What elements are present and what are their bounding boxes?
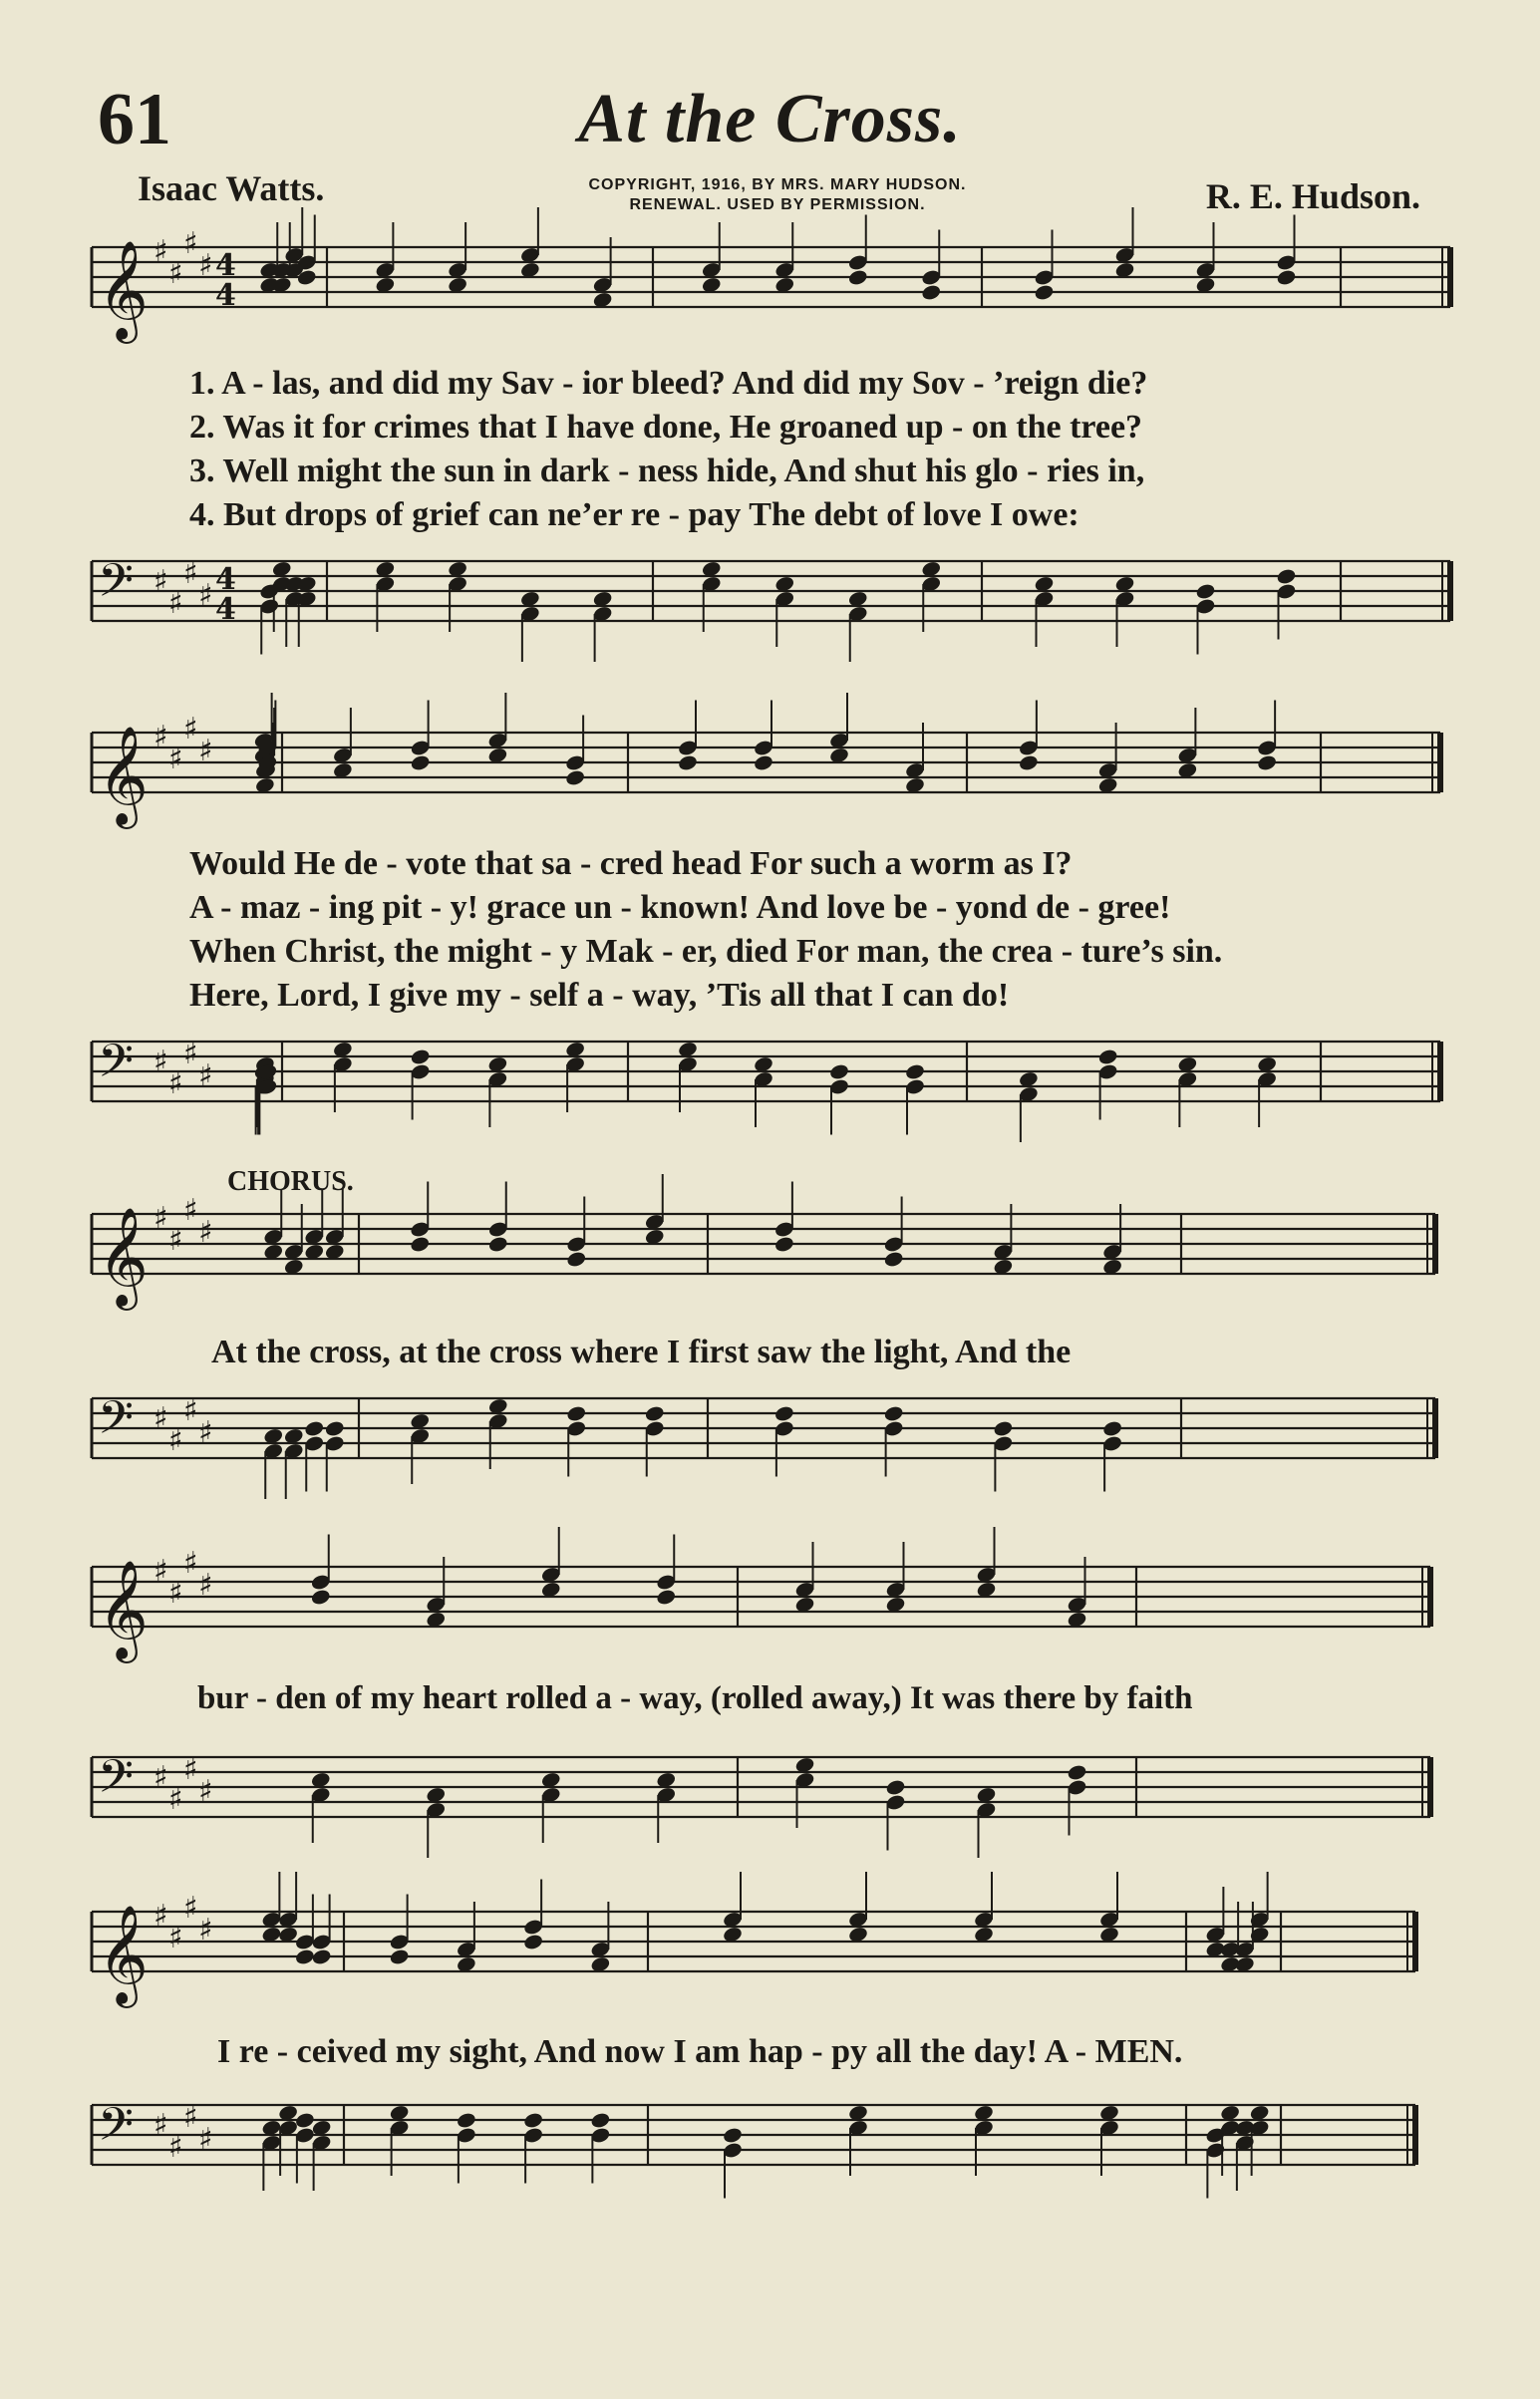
chorus-line-3: I re - ceived my sight, And now I am hap - py all the day! A - MEN.	[217, 2033, 1183, 2070]
svg-text:♯: ♯	[198, 734, 213, 768]
copyright-line-2: RENEWAL. USED BY PERMISSION.	[629, 196, 926, 213]
svg-text:♯: ♯	[168, 2130, 183, 2165]
svg-text:𝄢: 𝄢	[98, 1035, 135, 1099]
svg-text:♯: ♯	[183, 226, 198, 261]
svg-text:♯: ♯	[198, 1774, 213, 1809]
svg-text:♯: ♯	[154, 1554, 168, 1589]
svg-text:♯: ♯	[168, 742, 183, 776]
svg-text:𝄢: 𝄢	[98, 554, 135, 619]
chorus-line-1: At the cross, at the cross where I first saw the light, And the	[211, 1334, 1072, 1370]
svg-text:♯: ♯	[198, 1913, 213, 1948]
svg-text:♯: ♯	[154, 1401, 168, 1436]
verse-1-line-2: Would He de - vote that sa - cred head For such a worm as I?	[189, 845, 1073, 882]
verse-3-line-2: When Christ, the might - y Mak - er, died For man, the crea - ture’s sin.	[189, 933, 1223, 970]
composer-credit: R. E. Hudson.	[1205, 176, 1420, 216]
verse-4-line-2: Here, Lord, I give my - self a - way, ’Tis all that I can do!	[189, 977, 1010, 1014]
svg-text:♯: ♯	[198, 1568, 213, 1603]
verse-2-line-1: 2. Was it for crimes that I have done, He groaned up - on the tree?	[189, 409, 1143, 446]
svg-text:♯: ♯	[168, 1223, 183, 1258]
svg-text:4: 4	[215, 562, 236, 597]
svg-text:♯: ♯	[183, 1193, 198, 1228]
verse-3-line-1: 3. Well might the sun in dark - ness hide, And shut his glo - ries in,	[189, 452, 1145, 489]
svg-text:♯: ♯	[168, 586, 183, 621]
svg-text:♯: ♯	[168, 1576, 183, 1611]
svg-text:♯: ♯	[198, 578, 213, 613]
hymn-title: At the Cross.	[578, 81, 962, 157]
svg-text:♯: ♯	[154, 2108, 168, 2143]
svg-text:♯: ♯	[154, 1045, 168, 1079]
hymn-number: 61	[98, 79, 171, 160]
chorus-line-2: bur - den of my heart rolled a - way, (rolled away,) It was there by faith	[197, 1680, 1193, 1716]
svg-text:♯: ♯	[154, 1201, 168, 1236]
svg-text:♯: ♯	[198, 248, 213, 283]
svg-text:♯: ♯	[198, 1215, 213, 1250]
svg-text:4: 4	[215, 278, 236, 313]
svg-text:𝄞: 𝄞	[98, 1560, 149, 1659]
author-credit: Isaac Watts.	[138, 168, 325, 208]
chorus-label: CHORUS.	[227, 1166, 354, 1197]
svg-text:♯: ♯	[168, 256, 183, 291]
verse-2-line-2: A - maz - ing pit - y! grace un - known! And love be - yond de - gree!	[189, 889, 1171, 926]
svg-text:♯: ♯	[154, 720, 168, 754]
svg-text:♯: ♯	[154, 1899, 168, 1934]
svg-text:𝄢: 𝄢	[98, 1750, 135, 1815]
svg-text:♯: ♯	[168, 1921, 183, 1955]
svg-text:𝄢: 𝄢	[98, 2098, 135, 2163]
svg-text:♯: ♯	[168, 1782, 183, 1817]
svg-text:♯: ♯	[183, 1546, 198, 1581]
svg-text:♯: ♯	[154, 234, 168, 269]
svg-text:♯: ♯	[183, 556, 198, 591]
svg-text:♯: ♯	[154, 564, 168, 599]
svg-text:𝄞: 𝄞	[98, 1905, 149, 2004]
svg-text:𝄞: 𝄞	[98, 240, 149, 340]
svg-text:♯: ♯	[198, 1415, 213, 1450]
copyright-line-1: COPYRIGHT, 1916, BY MRS. MARY HUDSON.	[588, 176, 967, 193]
svg-text:♯: ♯	[168, 1423, 183, 1458]
svg-text:♯: ♯	[168, 1066, 183, 1101]
svg-text:♯: ♯	[183, 1393, 198, 1428]
svg-text:♯: ♯	[198, 1058, 213, 1093]
verse-1-line-1: 1. A - las, and did my Sav - ior bleed? And did my Sov - ’reign die?	[189, 365, 1148, 402]
svg-text:♯: ♯	[183, 1752, 198, 1787]
svg-text:♯: ♯	[183, 1891, 198, 1926]
svg-text:♯: ♯	[183, 712, 198, 747]
svg-text:♯: ♯	[198, 2122, 213, 2157]
svg-text:♯: ♯	[183, 1037, 198, 1071]
svg-text:4: 4	[215, 592, 236, 627]
svg-text:𝄢: 𝄢	[98, 1391, 135, 1456]
svg-text:𝄞: 𝄞	[98, 726, 149, 825]
svg-text:♯: ♯	[154, 1760, 168, 1795]
svg-text:4: 4	[215, 248, 236, 283]
svg-text:♯: ♯	[183, 2100, 198, 2135]
svg-text:𝄞: 𝄞	[98, 1207, 149, 1307]
verse-4-line-1: 4. But drops of grief can ne’er re - pay The debt of love I owe:	[189, 496, 1079, 533]
